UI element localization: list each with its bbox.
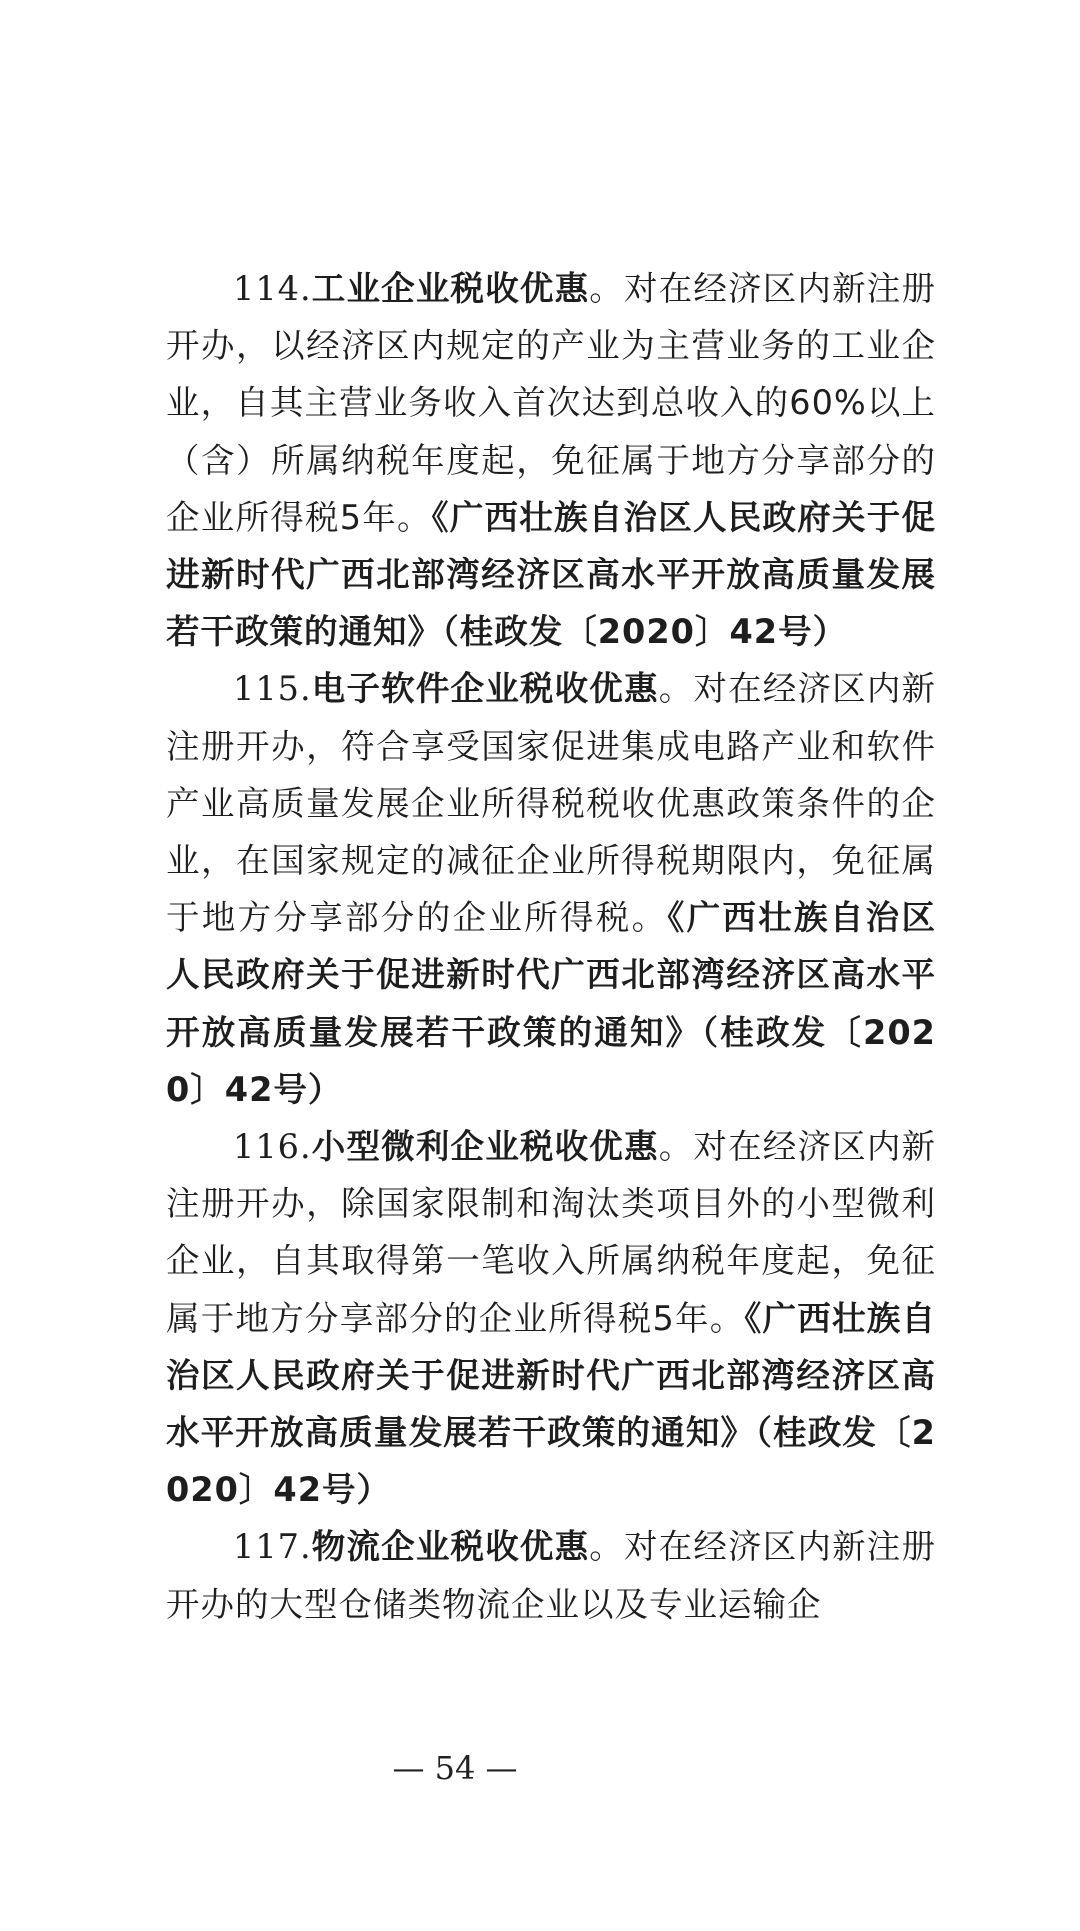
policy-entry-116 xyxy=(166,1118,936,1518)
policy-entry-114 xyxy=(166,260,936,660)
entry-body: 。对在经济区内新注册开办，符合享受国家促进集成电路产业和软件产业高质量发展企业所得税税收优惠政策条件的企业，在国家规定的减征企业所得税期限内，免征属于地方分享部分的企业所得税。 xyxy=(166,669,937,938)
entry-source: 《广西壮族自治区人民政府关于促进新时代广西北部湾经济区高水平开放高质量发展若干政策的通知》（桂政发〔2020〕42号） xyxy=(166,898,936,1109)
entry-heading: 物流企业税收优惠 xyxy=(311,1527,590,1567)
entry-body: 。对在经济区内新注册开办，以经济区内规定的产业为主营业务的工业企业，自其主营业务收入首次达到总收入的60%以上（含）所属纳税年度起，免征属于地方分享部分的企业所得税5年。 xyxy=(166,269,936,537)
document-body xyxy=(166,260,936,1633)
policy-entry-117 xyxy=(166,1518,936,1632)
entry-source: 《广西壮族自治区人民政府关于促进新时代广西北部湾经济区高水平开放高质量发展若干政策的通知》（桂政发〔2020〕42号） xyxy=(166,497,936,652)
entry-number: 115. xyxy=(233,669,312,709)
entry-number: 117. xyxy=(233,1527,312,1567)
entry-body: 。对在经济区内新注册开办的大型仓储类物流企业以及专业运输企 xyxy=(166,1527,936,1624)
entry-source: 《广西壮族自治区人民政府关于促进新时代广西北部湾经济区高水平开放高质量发展若干政策的通知》（桂政发〔2020〕42号） xyxy=(166,1298,936,1510)
entry-number: 114. xyxy=(233,269,312,308)
entry-heading: 工业企业税收优惠 xyxy=(311,269,590,308)
entry-heading: 小型微利企业税收优惠 xyxy=(311,1127,659,1167)
page-number: — 54 — xyxy=(392,1749,518,1787)
entry-body: 。对在经济区内新注册开办，除国家限制和淘汰类项目外的小型微利企业，自其取得第一笔收入所属纳税年度起，免征属于地方分享部分的企业所得税5年。 xyxy=(166,1127,937,1338)
entry-number: 116. xyxy=(233,1127,312,1167)
entry-heading: 电子软件企业税收优惠 xyxy=(311,669,659,709)
policy-entry-115 xyxy=(166,660,936,1118)
